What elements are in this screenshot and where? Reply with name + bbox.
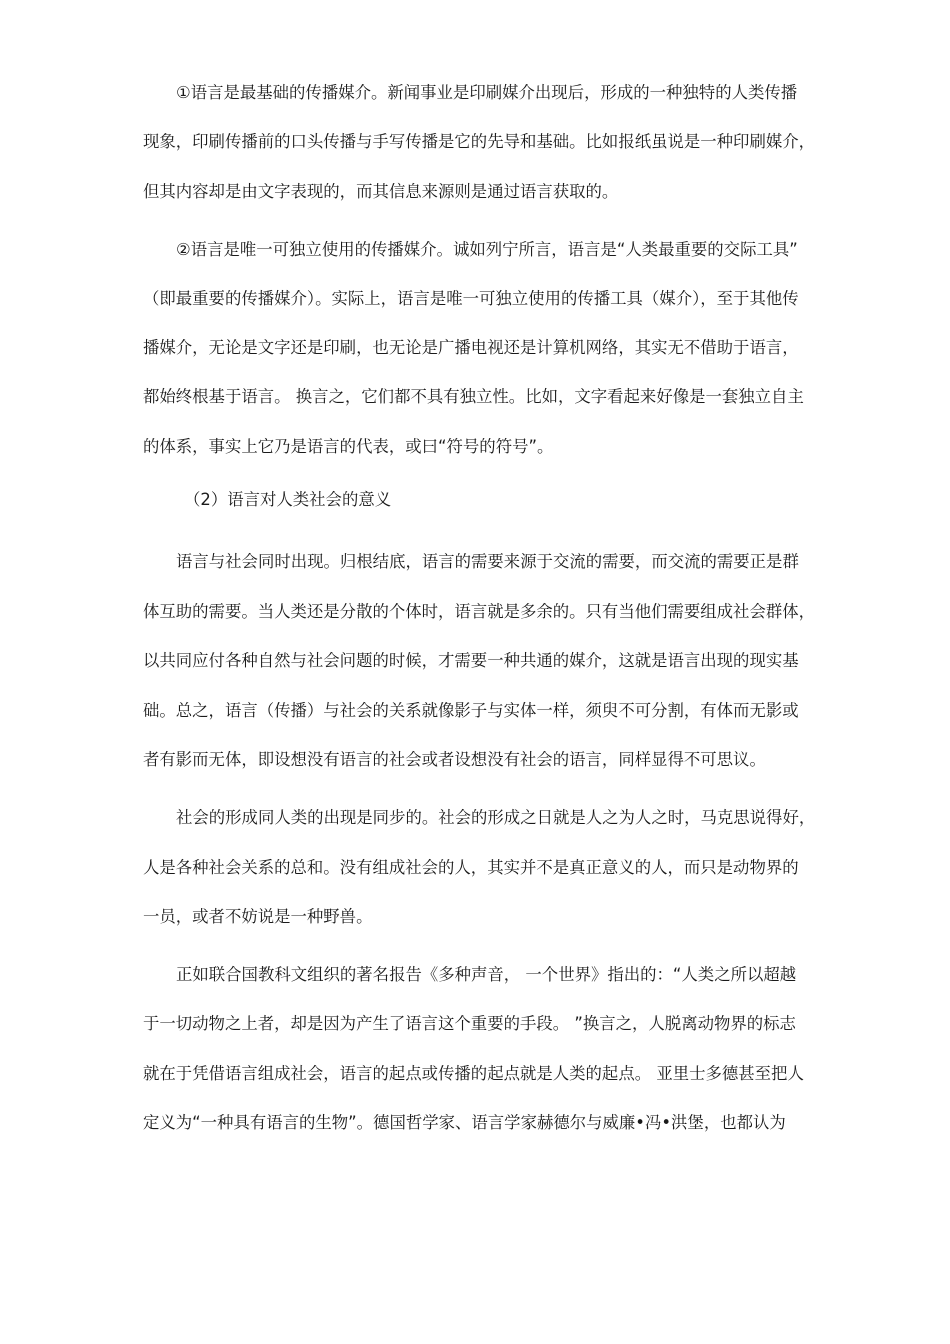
paragraph-5-line-1: 正如联合国教科文组织的著名报告《多种声音， 一个世界》指出的：“人类之所以超越 <box>176 965 797 984</box>
paragraph-4-line-2: 人是各种社会关系的总和。没有组成社会的人，其实并不是真正意义的人，而只是动物界的 <box>143 858 799 877</box>
paragraph-5-line-2: 于一切动物之上者，却是因为产生了语言这个重要的手段。 ”换言之，人脱离动物界的标志 <box>143 1014 796 1033</box>
paragraph-1-line-2: 现象，印刷传播前的口头传播与手写传播是它的先导和基础。比如报纸虽说是一种印刷媒介， <box>143 132 816 151</box>
paragraph-3-line-4: 础。总之，语言（传播）与社会的关系就像影子与实体一样，须臾不可分割，有体而无影或 <box>143 701 799 720</box>
paragraph-1-line-1: ①语言是最基础的传播媒介。新闻事业是印刷媒介出现后，形成的一种独特的人类传播 <box>176 83 798 102</box>
section-heading: （2）语言对人类社会的意义 <box>184 490 392 509</box>
paragraph-3-line-3: 以共同应付各种自然与社会问题的时候，才需要一种共通的媒介，这就是语言出现的现实基 <box>143 651 799 670</box>
paragraph-5-line-3: 就在于凭借语言组成社会，语言的起点或传播的起点就是人类的起点。 亚里士多德甚至把人 <box>143 1064 804 1083</box>
paragraph-4-line-3: 一员，或者不妨说是一种野兽。 <box>143 907 373 926</box>
paragraph-3-line-5: 者有影而无体，即设想没有语言的社会或者设想没有社会的语言，同样显得不可思议。 <box>143 750 766 769</box>
paragraph-3-line-1: 语言与社会同时出现。归根结底，语言的需要来源于交流的需要，而交流的需要正是群 <box>176 552 799 571</box>
paragraph-1-line-3: 但其内容却是由文字表现的，而其信息来源则是通过语言获取的。 <box>143 182 619 201</box>
paragraph-5-line-4: 定义为“一种具有语言的生物”。德国哲学家、语言学家赫德尔与威廉•冯•洪堡，也都认为 <box>143 1113 786 1132</box>
paragraph-2-line-2: （即最重要的传播媒介）。实际上，语言是唯一可独立使用的传播工具（媒介），至于其他传 <box>143 289 799 308</box>
paragraph-2-line-5: 的体系，事实上它乃是语言的代表，或曰“符号的符号”。 <box>143 437 554 456</box>
paragraph-2-line-1: ②语言是唯一可独立使用的传播媒介。诚如列宁所言，语言是“人类最重要的交际工具” <box>176 240 798 259</box>
paragraph-2-line-4: 都始终根基于语言。 换言之，它们都不具有独立性。比如，文字看起来好像是一套独立自主 <box>143 387 804 406</box>
paragraph-3-line-2: 体互助的需要。当人类还是分散的个体时，语言就是多余的。只有当他们需要组成社会群体， <box>143 602 816 621</box>
paragraph-2-line-3: 播媒介，无论是文字还是印刷，也无论是广播电视还是计算机网络，其实无不借助于语言， <box>143 338 799 357</box>
paragraph-4-line-1: 社会的形成同人类的出现是同步的。社会的形成之日就是人之为人之时，马克思说得好， <box>176 808 816 827</box>
